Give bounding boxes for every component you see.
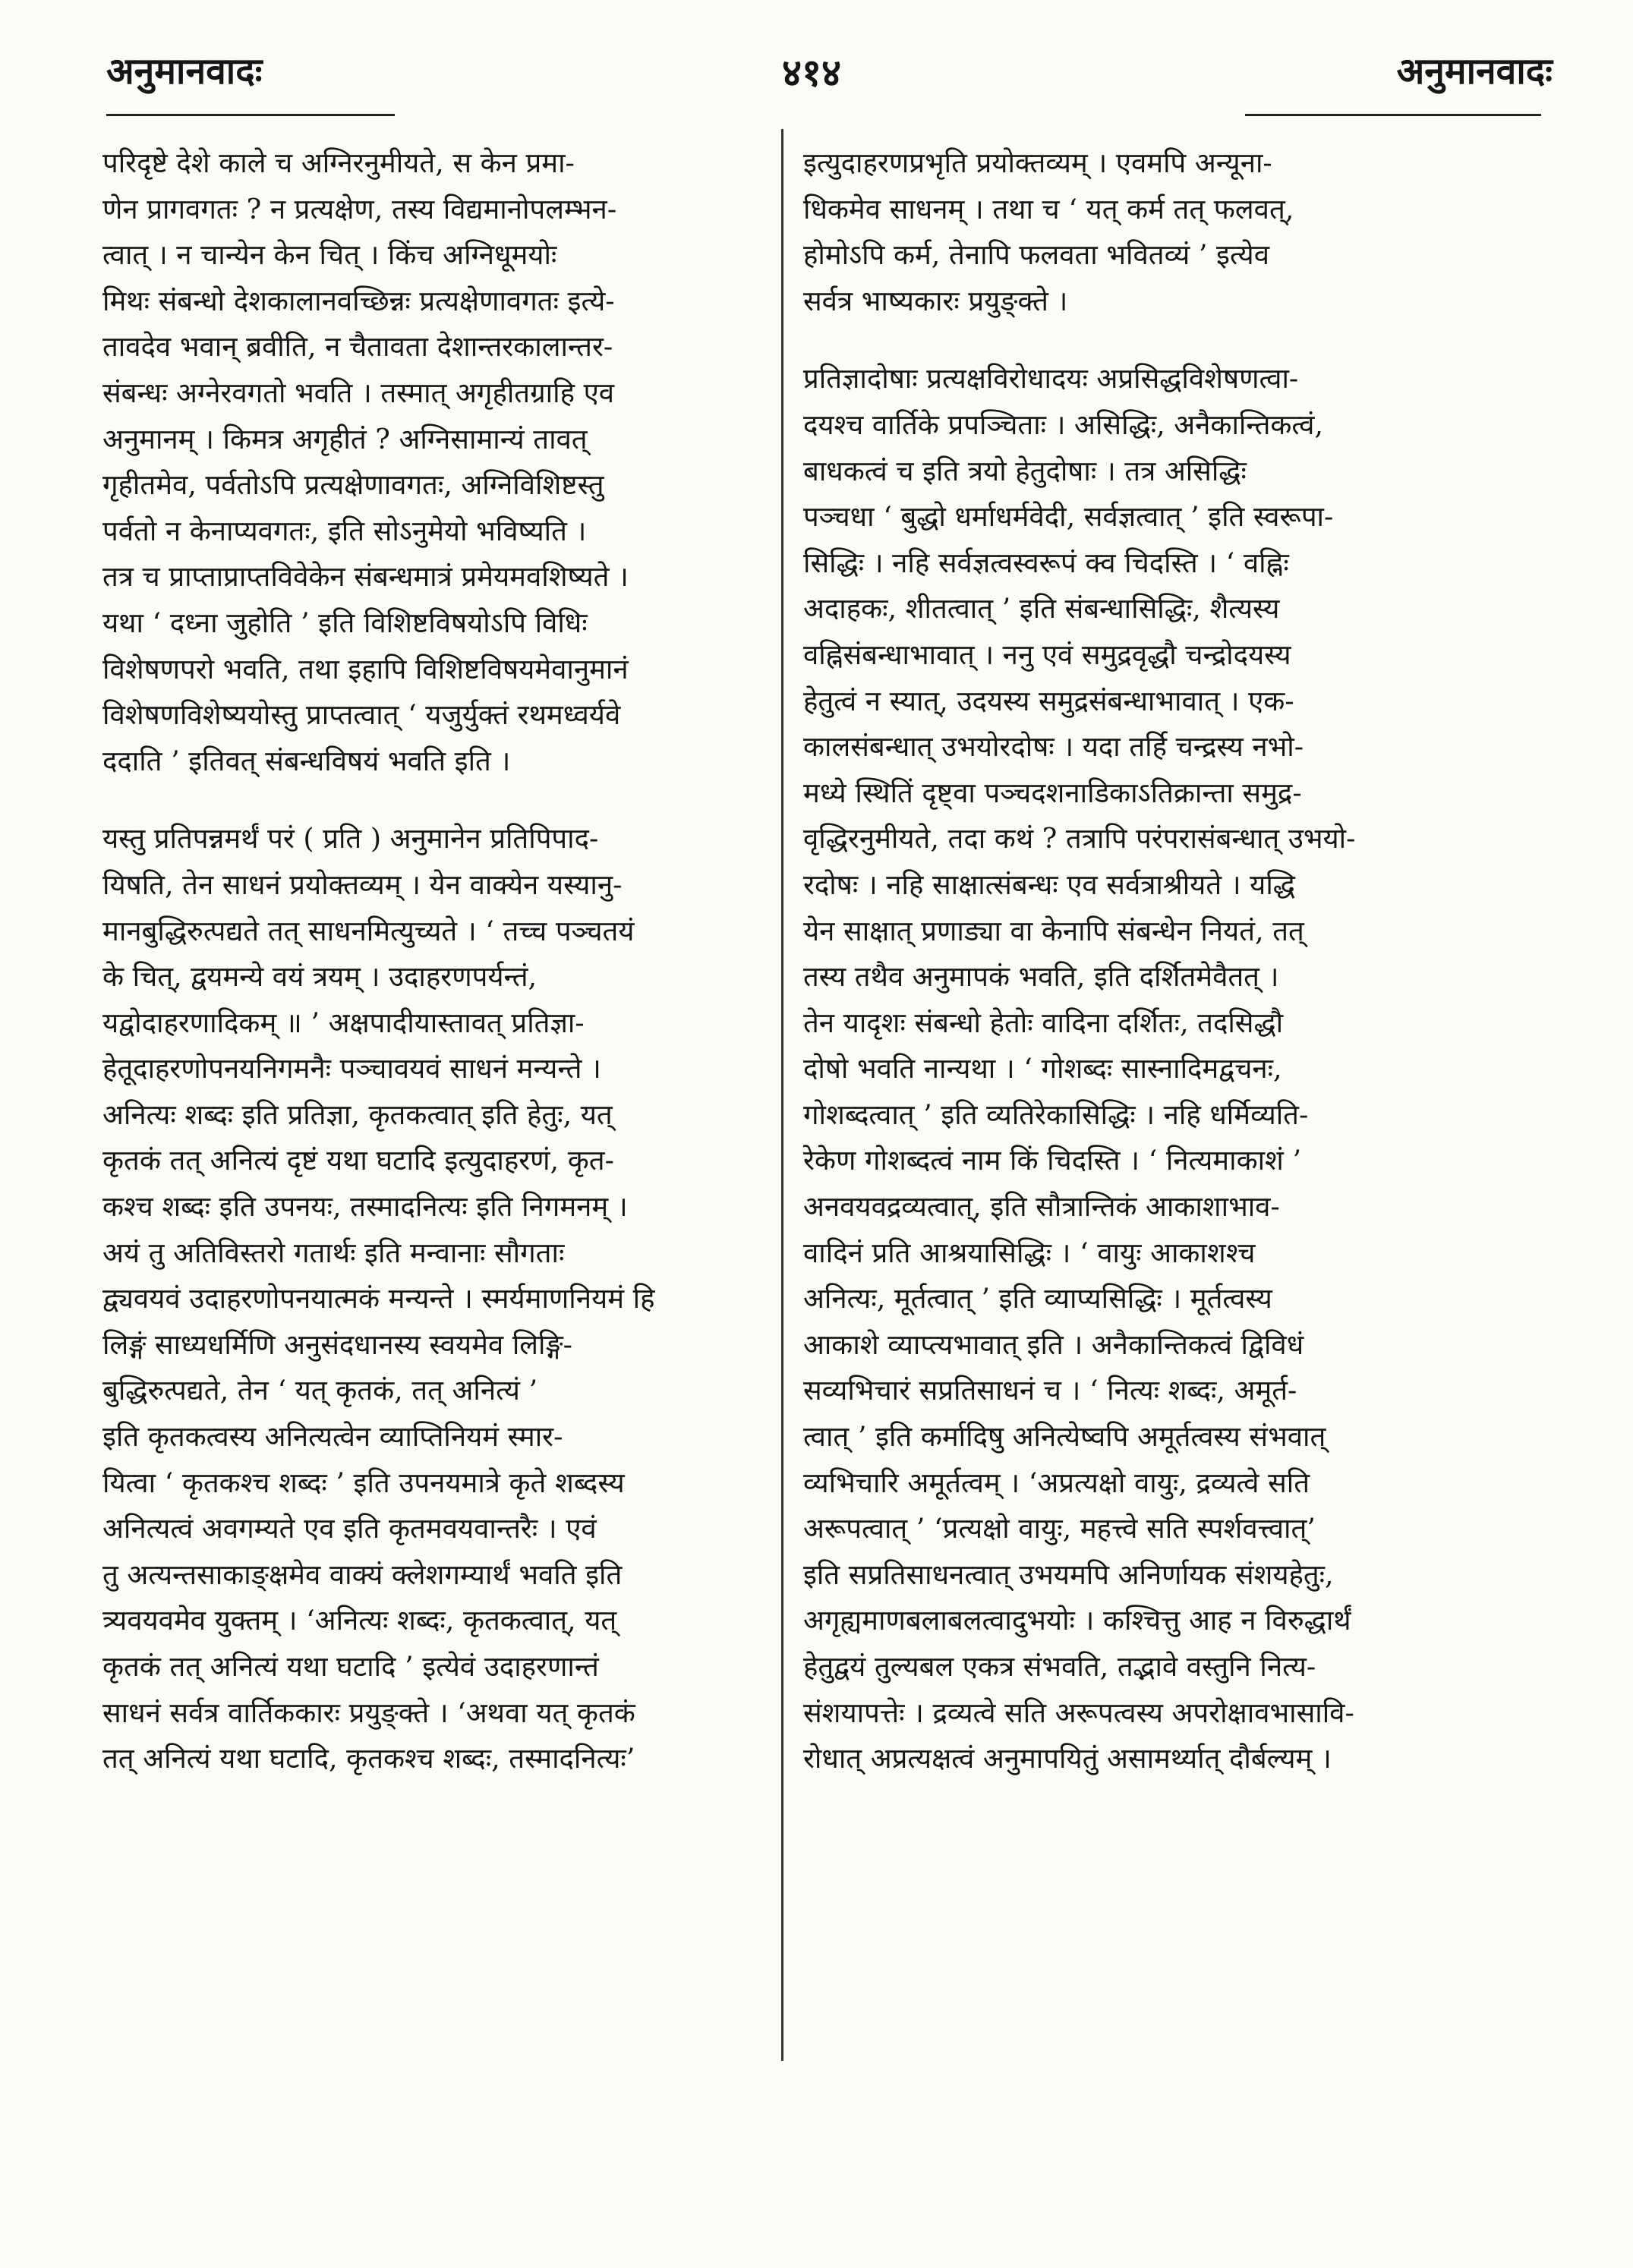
text-line: अदाहकः, शीतत्वात् ’ इति संबन्धासिद्धिः, शैत्यस्य [803,592,1280,625]
text-line: विशेषणपरो भवति, तथा इहापि विशिष्टविषयमेवानुमानं [102,652,629,685]
text-line: अरूपत्वात् ’ ‘प्रत्यक्षो वायुः, महत्त्वे सति स्पर्शवत्त्वात्’ [803,1512,1316,1545]
text-line: सिद्धिः । नहि सर्वज्ञत्वस्वरूपं क्व चिदस्ति । ‘ वह्निः [803,546,1289,579]
text-line: अगृह्यमाणबलाबलत्वादुभयोः । कश्चित्तु आह न विरुद्धार्थं [803,1604,1351,1637]
text-line: इत्युदाहरणप्रभृति प्रयोक्तव्यम् । एवमपि अन्यूना- [803,146,1272,179]
text-line: परिदृष्टे देशे काले च अग्निरनुमीयते, स केन प्रमा- [102,146,575,179]
text-line: गृहीतमेव, पर्वतोऽपि प्रत्यक्षेणावगतः, अग्निविशिष्टस्तु [102,468,604,502]
text-line: यथा ‘ दध्ना जुहोति ’ इति विशिष्टविषयोऽपि विधिः [102,606,588,639]
text-line: यद्वोदाहरणादिकम् ॥ ’ अक्षपादीयास्तावत् प्रतिज्ञा- [102,1006,585,1039]
text-line: अनित्यत्वं अवगम्यते एव इति कृतमवयवान्तरैः । एवं [102,1512,597,1545]
left-column [102,140,763,1782]
text-line: कृतकं तत् अनित्यं दृष्टं यथा घटादि इत्युदाहरणं, कृत- [102,1144,614,1177]
text-line: त्वात् । न चान्येन केन चित् । किंच अग्निधूमयोः [102,238,557,272]
text-line: संबन्धः अग्नेरवगतो भवति । तस्मात् अगृहीतग्राहि एव [102,376,615,409]
text-line: यिषति, तेन साधनं प्रयोक्तव्यम् । येन वाक्येन यस्यानु- [102,868,623,901]
text-line: येन साक्षात् प्रणाड्या वा केनापि संबन्धेन नियतं, तत् [803,914,1304,947]
page-number: ४१४ [782,50,841,95]
text-line: मध्ये स्थितिं दृष्ट्वा पञ्चदशनाडिकाऽतिक्रान्ता समुद्र- [803,776,1302,809]
running-head-left: अनुमानवादः [106,50,263,93]
text-line: लिङ्गं साध्यधर्मिणि अनुसंदधानस्य स्वयमेव लिङ्गि- [102,1328,572,1361]
text-line [102,784,763,816]
column-divider [781,129,783,2061]
text-line: दोषो भवति नान्यथा । ‘ गोशब्दः सास्नादिमद्वचनः, [803,1052,1282,1085]
text-line: रोधात् अप्रत्यक्षत्वं अनुमापयितुं असामर्थ्यात् दौर्बल्यम् । [803,1742,1332,1775]
text-line: तु अत्यन्तसाकाङ्क्षमेव वाक्यं क्लेशगम्यार्थं भवति इति [102,1558,623,1591]
text-line: सव्यभिचारं सप्रतिसाधनं च । ‘ नित्यः शब्दः, अमूर्त- [803,1374,1297,1407]
text-line: अनित्यः शब्दः इति प्रतिज्ञा, कृतकत्वात् इति हेतुः, यत् [102,1098,613,1131]
text-line: प्रतिज्ञादोषाः प्रत्यक्षविरोधादयः अप्रसिद्धविशेषणत्वा- [803,362,1299,395]
text-line: मानबुद्धिरुत्पद्यते तत् साधनमित्युच्यते । ‘ तच्च पञ्चतयं [102,914,635,947]
text-line: अनुमानम् । किमत्र अगृहीतं ? अग्निसामान्यं तावत् [102,422,588,455]
text-line: हेतुद्वयं तुल्यबल एकत्र संभवति, तद्भावे वस्तुनि नित्य- [803,1650,1316,1683]
text-line: तेन यादृशः संबन्धो हेतोः वादिना दर्शितः, तदसिद्धौ [803,1006,1284,1039]
text-line: धिकमेव साधनम् । तथा च ‘ यत् कर्म तत् फलवत्, [803,192,1294,225]
text-line: रेकेण गोशब्दत्वं नाम किं चिदस्ति । ‘ नित्यमाकाशं ’ [803,1144,1302,1177]
text-line [803,324,1490,356]
text-line: गोशब्दत्वात् ’ इति व्यतिरेकासिद्धिः । नहि धर्मिव्यति- [803,1098,1309,1131]
text-line: रदोषः । नहि साक्षात्संबन्धः एव सर्वत्राश्रीयते । यद्धि [803,868,1295,901]
text-line: सर्वत्र भाष्यकारः प्रयुङ्क्ते । [803,284,1068,317]
text-line: मिथः संबन्धो देशकालानवच्छिन्नः प्रत्यक्षेणावगतः इत्ये- [102,284,615,317]
text-line: के चित्, द्वयमन्ये वयं त्रयम् । उदाहरणपर्यन्तं, [102,960,538,994]
text-line: बाधकत्वं च इति त्रयो हेतुदोषाः । तत्र असिद्धिः [803,454,1247,487]
text-line: तस्य तथैव अनुमापकं भवति, इति दर्शितमेवैतत् । [803,960,1279,994]
text-line: विशेषणविशेष्ययोस्तु प्राप्तत्वात् ‘ यजुर्युक्तं रथमध्वर्यवे [102,698,621,732]
text-line: दयश्च वार्तिके प्रपञ्चिताः । असिद्धिः, अनैकान्तिकत्वं, [803,408,1323,441]
text-line: णेन प्रागवगतः ? न प्रत्यक्षेण, तस्य विद्यमानोपलम्भन- [102,192,617,225]
text-line: अनवयवद्रव्यत्वात्, इति सौत्रान्तिकं आकाशाभाव- [803,1190,1280,1224]
text-line: आकाशे व्याप्त्यभावात् इति । अनैकान्तिकत्वं द्विविधं [803,1328,1304,1361]
header-rule-left [106,114,395,116]
text-line: तावदेव भवान् ब्रवीति, न चैतावता देशान्तरकालान्तर- [102,330,613,364]
text-line: तत्र च प्राप्ताप्राप्तविवेकेन संबन्धमात्रं प्रमेयमवशिष्यते । [102,560,629,594]
text-line: त्र्यवयवमेव युक्तम् । ‘अनित्यः शब्दः, कृतकत्वात्, यत् [102,1604,617,1637]
text-line: अनित्यः, मूर्तत्वात् ’ इति व्याप्यसिद्धिः । मूर्तत्वस्य [803,1282,1272,1315]
text-line: वादिनं प्रति आश्रयासिद्धिः । ‘ वायुः आकाशश्च [803,1236,1256,1269]
text-line: त्वात् ’ इति कर्मादिषु अनित्येष्वपि अमूर्तत्वस्य संभवात् [803,1420,1326,1454]
text-line: तत् अनित्यं यथा घटादि, कृतकश्च शब्दः, तस्मादनित्यः’ [102,1742,635,1775]
text-line: हेतूदाहरणोपनयनिगमनैः पञ्चावयवं साधनं मन्यन्ते । [102,1052,601,1085]
text-line: वह्निसंबन्धाभावात् । ननु एवं समुद्रवृद्धौ चन्द्रोदयस्य [803,638,1291,671]
text-line: अयं तु अतिविस्तरो गतार्थः इति मन्वानाः सौगताः [102,1236,565,1269]
text-line: ददाति ’ इतिवत् संबन्धविषयं भवति इति । [102,744,511,777]
right-column [803,140,1490,1782]
text-line: वृद्धिरनुमीयते, तदा कथं ? तत्रापि परंपरासंबन्धात् उभयो- [803,822,1356,855]
text-line: बुद्धिरुत्पद्यते, तेन ‘ यत् कृतकं, तत् अनित्यं ’ [102,1374,538,1407]
text-line: व्यभिचारि अमूर्तत्वम् । ‘अप्रत्यक्षो वायुः, द्रव्यत्वे सति [803,1466,1310,1499]
text-line: कश्च शब्दः इति उपनयः, तस्मादनित्यः इति निगमनम् । [102,1190,628,1224]
text-line: यस्तु प्रतिपन्नमर्थं परं ( प्रति ) अनुमानेन प्रतिपिपाद- [102,822,599,855]
text-line: यित्वा ‘ कृतकश्च शब्दः ’ इति उपनयमात्रे कृते शब्दस्य [102,1466,625,1499]
page-header [106,46,1553,114]
text-line: पञ्चधा ‘ बुद्धो धर्माधर्मवेदी, सर्वज्ञत्वात् ’ इति स्वरूपा- [803,500,1334,534]
text-line: इति कृतकत्वस्य अनित्यत्वेन व्याप्तिनियमं स्मार- [102,1420,563,1454]
text-line: साधनं सर्वत्र वार्तिककारः प्रयुङ्क्ते । ‘अथवा यत् कृतकं [102,1696,635,1729]
text-line: पर्वतो न केनाप्यवगतः, इति सोऽनुमेयो भविष्यति । [102,514,587,547]
text-line: कालसंबन्धात् उभयोरदोषः । यदा तर्हि चन्द्रस्य नभो- [803,730,1304,764]
text-line: कृतकं तत् अनित्यं यथा घटादि ’ इत्येवं उदाहरणान्तं [102,1650,599,1683]
header-rule-right [1245,114,1541,116]
running-head-right: अनुमानवादः [1396,50,1553,93]
text-line: संशयापत्तेः । द्रव्यत्वे सति अरूपत्वस्य अपरोक्षावभासावि- [803,1696,1354,1729]
text-line: द्व्यवयवं उदाहरणोपनयात्मकं मन्यन्ते । स्मर्यमाणनियमं हि [102,1282,655,1315]
text-line: हेतुत्वं न स्यात्, उदयस्य समुद्रसंबन्धाभावात् । एक- [803,684,1294,717]
text-line: इति सप्रतिसाधनत्वात् उभयमपि अनिर्णायक संशयहेतुः, [803,1558,1334,1591]
text-line: होमोऽपि कर्म, तेनापि फलवता भवितव्यं ’ इत्येव [803,238,1270,272]
